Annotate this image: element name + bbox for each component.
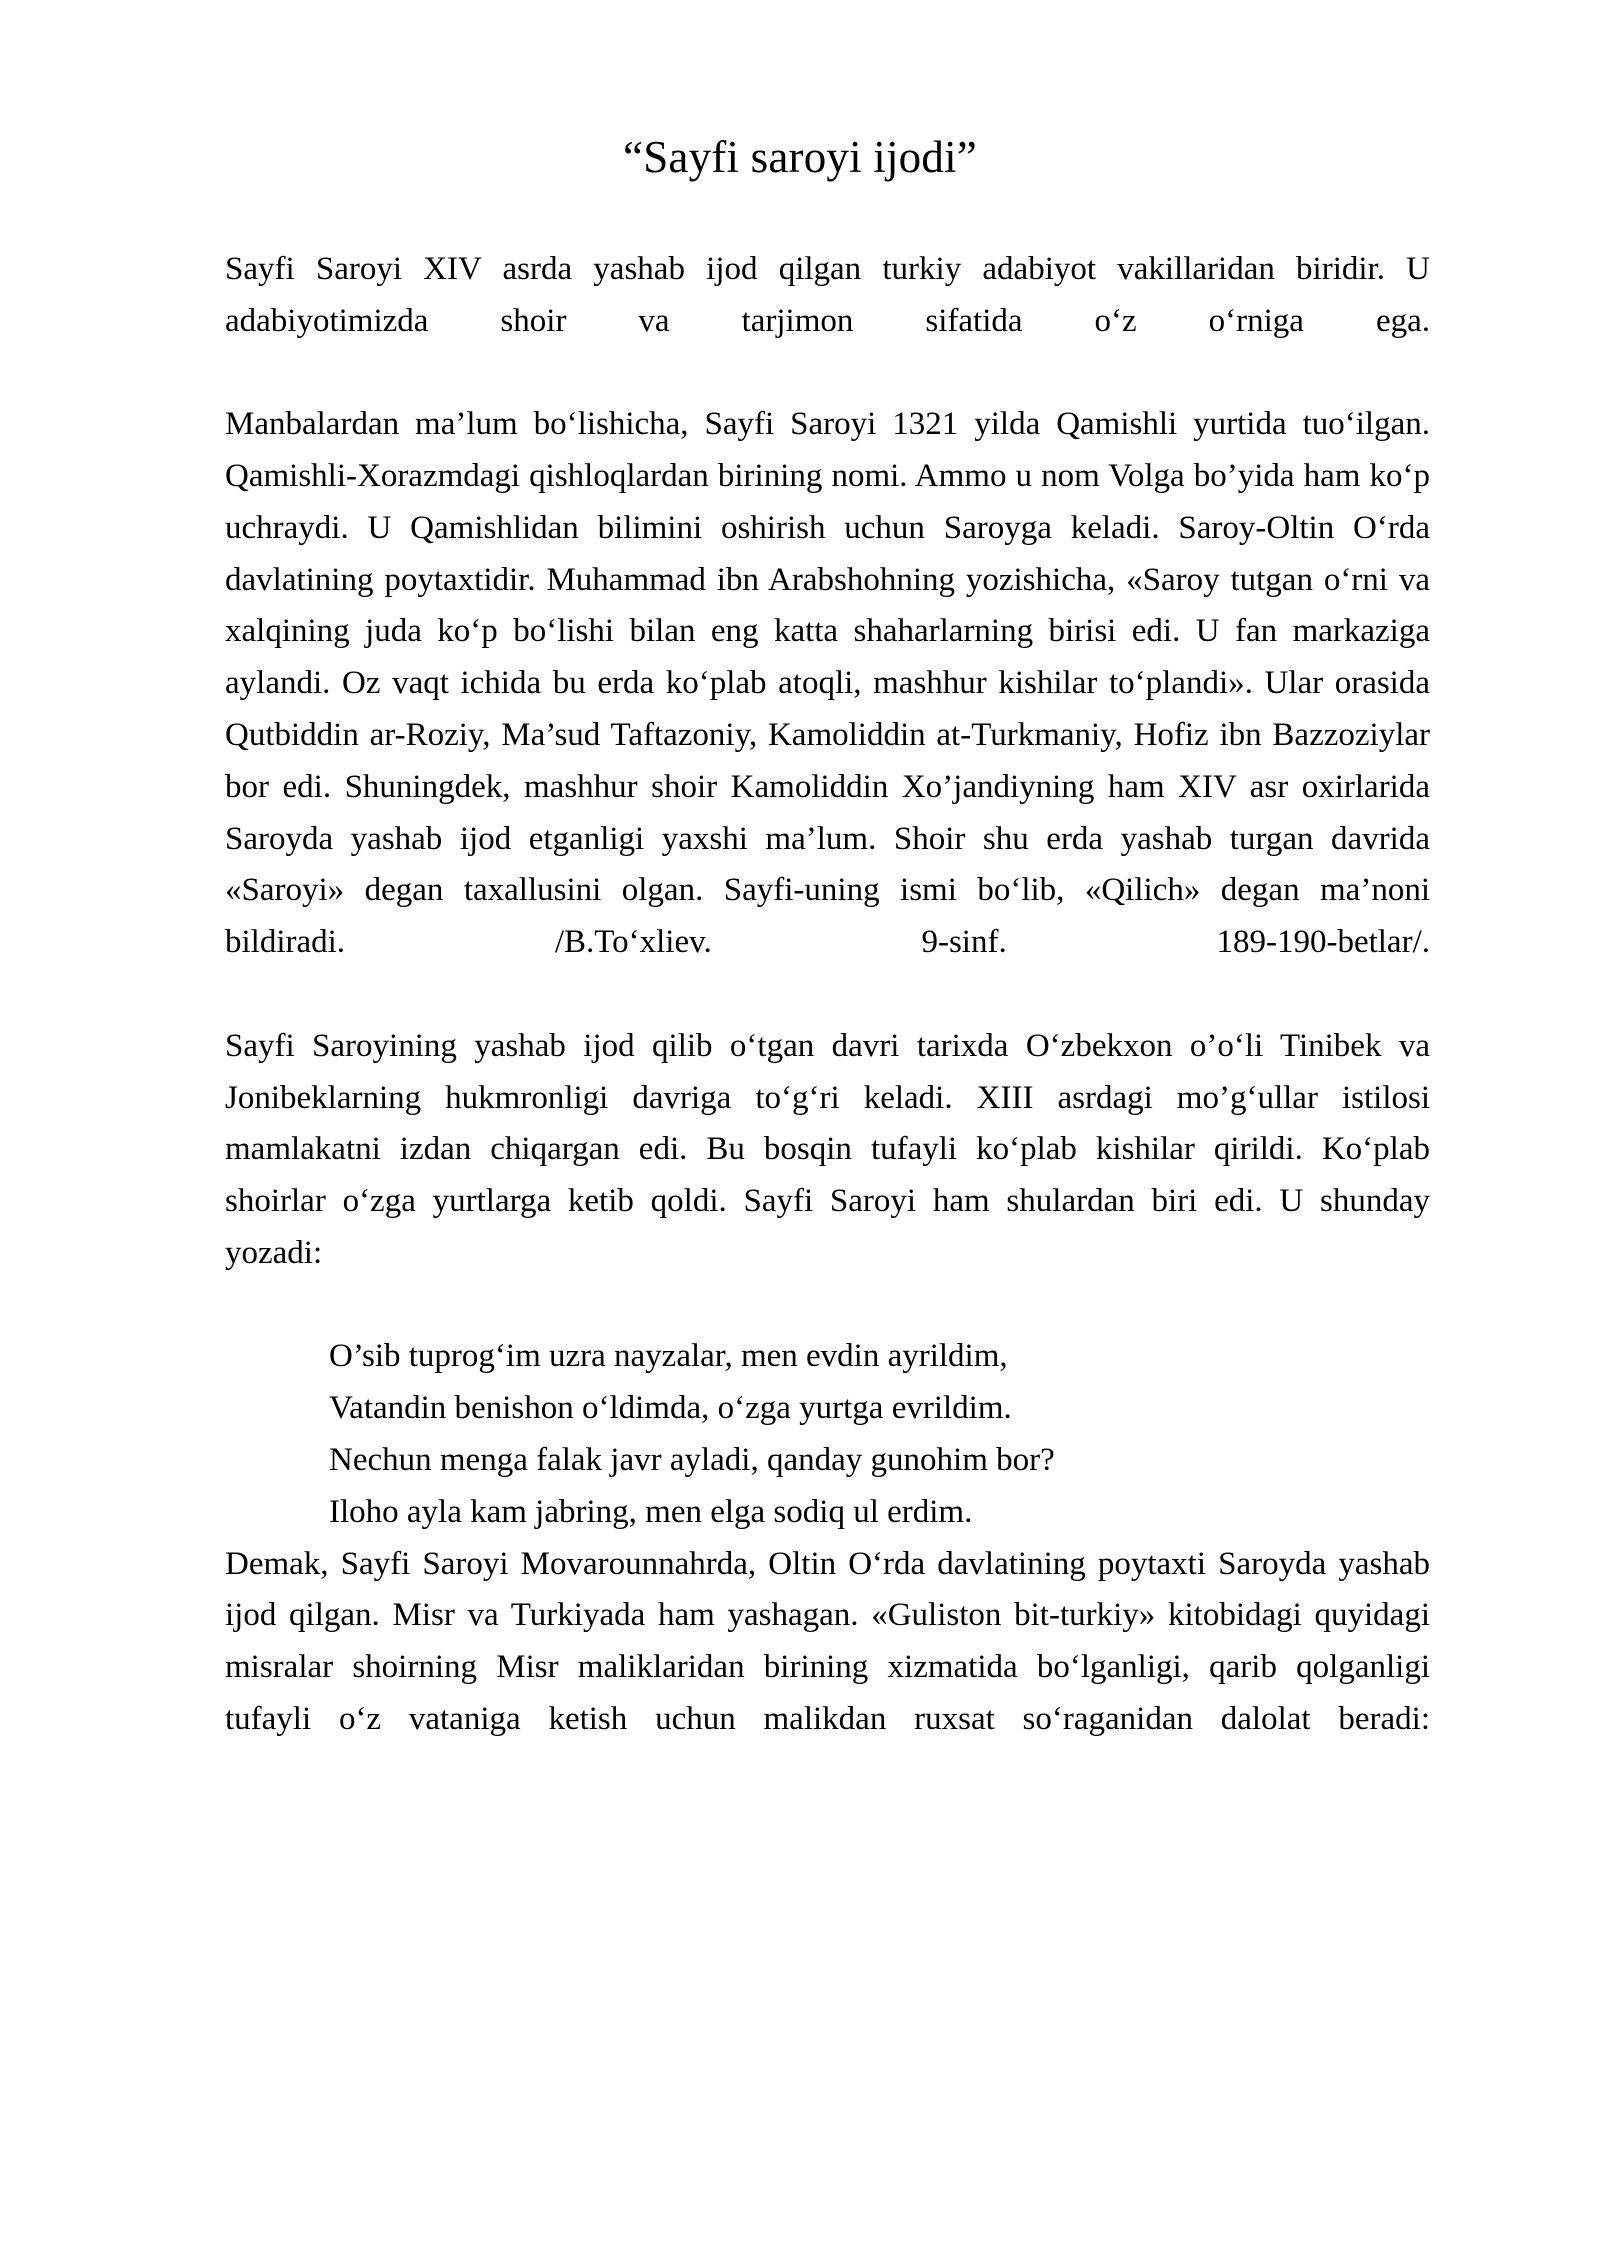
verse-line: Vatandin benishon o‘ldimda, o‘zga yurtga evrildim. bbox=[329, 1390, 1012, 1427]
paragraph-biography: Manbalardan ma’lum bo‘lishicha, Sayfi Saroyi 1321 yilda Qamishli yurtida tuo‘ilgan. Qamishli-Xorazmdagi qishloqlardan birining nomi. Ammo u nom Volga bo’yida ham ko‘p uchraydi. U Qamishlidan bilimini oshirish uchun Saroyga keladi. Saroy-Oltin O‘rda davlatining poytaxtidir. Muhammad ibn Arabshohning yozishicha, «Saroy tutgan o‘rni va xalqining juda ko‘p bo‘lishi bilan eng katta shaharlarning birisi edi. U fan markaziga aylandi. Oz vaqt ichida bu erda ko‘plab atoqli, mashhur kishilar to‘plandi». Ular orasida Qutbiddin ar-Roziy, Ma’sud Taftazoniy, Kamoliddin at-Turkmaniy, Hofiz ibn Bazzoziylar bor edi. Shuningdek, mashhur shoir Kamoliddin Xo’jandiyning ham XIV asr oxirlarida Saroyda yashab ijod etganligi yaxshi ma’lum. Shoir shu erda yashab turgan davrida «Saroyi» degan taxallusini olgan. Sayfi-uning ismi bo‘lib, «Qilich» degan ma’noni bildiradi. /B.To‘xliev. 9-sinf. 189-190-betlar/. bbox=[225, 406, 1430, 961]
paragraph-intro: Sayfi Saroyi XIV asrda yashab ijod qilgan turkiy adabiyot vakillaridan biridir. U adabiyotimizda shoir va tarjimon sifatida o‘z o‘rniga ega. bbox=[225, 250, 1430, 339]
verse-line: Nechun menga falak javr ayladi, qanday gunohim bor? bbox=[329, 1442, 1055, 1479]
verse-block bbox=[225, 1331, 1430, 1538]
verse-line: O’sib tuprog‘im uzra nayzalar, men evdin ayrildim, bbox=[329, 1338, 1008, 1375]
document-body bbox=[225, 244, 1430, 1798]
page-title: “Sayfi saroyi ijodi” bbox=[623, 132, 977, 182]
verse-line: Iloho ayla kam jabring, men elga sodiq ul erdim. bbox=[329, 1493, 973, 1530]
paragraph-conclusion: Demak, Sayfi Saroyi Movarounnahrda, Oltin O‘rda davlatining poytaxti Saroyda yashab ijod qilgan. Misr va Turkiyada ham yashagan. «Guliston bit-turkiy» kitobidagi quyidagi misralar shoirning Misr maliklaridan birining xizmatida bo‘lganligi, qarib qolganligi tufayli o‘z vataniga ketish uchun malikdan ruxsat so‘raganidan dalolat beradi: bbox=[225, 1545, 1430, 1738]
paragraph-historical-context: Sayfi Saroyining yashab ijod qilib o‘tgan davri tarixda O‘zbekxon o’o‘li Tinibek va Jonibeklarning hukmronligi davriga to‘g‘ri keladi. XIII asrdagi mo’g‘ullar istilosi mamlakatni izdan chiqargan edi. Bu bosqin tufayli ko‘plab kishilar qirildi. Ko‘plab shoirlar o‘zga yurtlarga ketib qoldi. Sayfi Saroyi ham shulardan biri edi. U shunday yozadi: bbox=[225, 1027, 1430, 1271]
